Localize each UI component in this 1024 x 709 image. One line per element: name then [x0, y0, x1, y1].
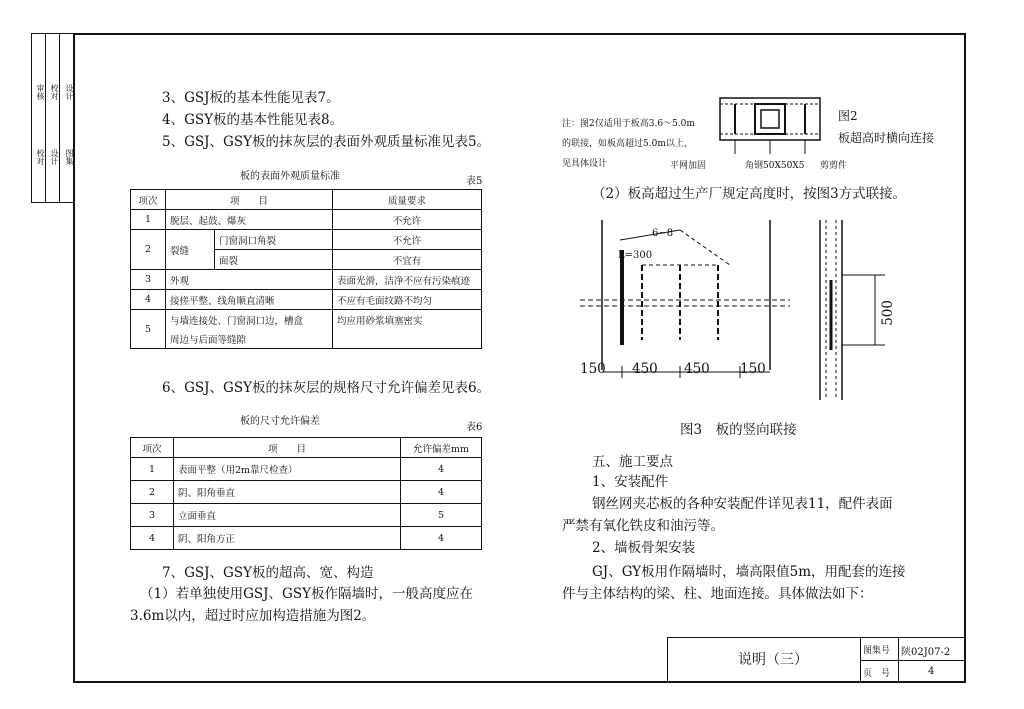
binder-text: 校对: [36, 149, 45, 165]
table-cell: 不允许: [333, 210, 482, 230]
fig2-label: 角钢50X50X5: [745, 161, 805, 171]
page-number: 4: [928, 666, 935, 677]
table-header: 允许偏差mm: [401, 438, 482, 458]
table-cell: 接搓平整、线角顺直清晰: [166, 290, 333, 310]
table-cell: 不应有毛面纹路不均匀: [333, 290, 482, 310]
fig2-label: 平网加固: [670, 161, 707, 171]
table5-quality-standard: [130, 189, 482, 349]
fig3-dim: 450: [684, 361, 710, 377]
page-label: 页 号: [863, 669, 891, 679]
table-cell: 裂缝: [166, 230, 215, 270]
table5-number: 表5: [466, 176, 483, 187]
table-header: 质量要求: [333, 190, 482, 210]
table-cell: 外观: [166, 270, 333, 290]
table-cell: 不宜有: [333, 250, 482, 270]
fig3-dim: 150: [580, 361, 606, 377]
text-line: 严禁有氧化铁皮和油污等。: [562, 518, 724, 534]
table6-number: 表6: [466, 422, 483, 433]
table-cell: 阴、阳角垂直: [174, 481, 401, 504]
atlas-number: 陕02J07-2: [901, 647, 951, 658]
table5-title: 板的表面外观质量标准: [240, 171, 340, 182]
table-cell: 3: [131, 270, 166, 290]
table-cell: 1: [131, 210, 166, 230]
subsection-heading: 2、墙板骨架安装: [592, 540, 696, 556]
binder-text: 图集: [65, 149, 74, 165]
table-header: 项次: [131, 190, 166, 210]
fig3-dim-label: 6~8: [652, 228, 674, 239]
table-cell: [333, 329, 482, 349]
table-cell: 均应用砂浆填塞密实: [333, 310, 482, 330]
fig3-dim: 150: [740, 361, 766, 377]
fig2-note: 注：图2仅适用于板高3.6～5.0m: [562, 119, 695, 129]
table-cell: 4: [131, 527, 174, 550]
figure3-drawing: [580, 220, 900, 410]
text-line: 钢丝网夹芯板的各种安装配件详见表11，配件表面: [592, 496, 893, 512]
table-cell: 4: [401, 527, 482, 550]
table-cell: 不允许: [333, 230, 482, 250]
binder-text: 审核: [36, 84, 45, 100]
table-cell: 与墙连接处、门窗洞口边，槽盒: [166, 310, 333, 330]
text-line: 3.6m以内，超过时应加构造措施为图2。: [130, 608, 376, 624]
table6-title: 板的尺寸允许偏差: [240, 416, 320, 427]
table-cell: 1: [131, 458, 174, 481]
table-cell: 5: [131, 310, 166, 349]
text-line: 3、GSJ板的基本性能见表7。: [162, 90, 340, 106]
title-block: [667, 637, 966, 683]
atlas-label: 图集号: [863, 646, 891, 656]
table-cell: 4: [131, 290, 166, 310]
fig3-vertical-dim: 500: [880, 300, 896, 326]
binder-column-3: [60, 34, 74, 202]
table-cell: 立面垂直: [174, 504, 401, 527]
text-line: （2）板高超过生产厂规定高度时，按图3方式联接。: [592, 186, 907, 202]
table-cell: 3: [131, 504, 174, 527]
table-header: 项 目: [174, 438, 401, 458]
fig2-caption: 板超高时横向连接: [838, 131, 935, 145]
table-cell: 表面光滑，洁净不应有污染痕迹: [333, 270, 482, 290]
table6-tolerance: [130, 437, 482, 550]
table-cell: 脱层、起鼓、爆灰: [166, 210, 333, 230]
fig2-note: 见具体设计: [562, 159, 608, 169]
binder-column-1: [32, 34, 46, 202]
table-cell: 表面平整（用2m靠尺检查）: [174, 458, 401, 481]
subsection-heading: 1、安装配件: [592, 474, 669, 490]
table-header: 项 目: [166, 190, 333, 210]
binder-text: 设计: [50, 149, 59, 165]
text-line: GJ、GY板用作隔墙时，墙高限值5m，用配套的连接: [592, 564, 906, 580]
table-cell: 4: [401, 458, 482, 481]
fig3-caption: 图3 板的竖向联接: [680, 422, 797, 438]
binder-text: 校对: [50, 84, 59, 100]
table-cell: 2: [131, 230, 166, 270]
text-line: 4、GSY板的基本性能见表8。: [162, 112, 344, 128]
table-cell: 阴、阳角方正: [174, 527, 401, 550]
figure2-drawing: [715, 90, 825, 160]
table-cell: 面裂: [215, 250, 333, 270]
binder-column-2: [46, 34, 60, 202]
fig3-dim-label: L=300: [618, 250, 653, 261]
text-line: 件与主体结构的梁、柱、地面连接。具体做法如下：: [562, 586, 873, 602]
table-cell: 5: [401, 504, 482, 527]
binding-margin-block: [31, 33, 73, 203]
fig2-label: 剪剪件: [820, 161, 848, 171]
sheet-title: 说明（三）: [738, 652, 808, 668]
table-cell: 2: [131, 481, 174, 504]
text-line: （1）若单独使用GSJ、GSY板作隔墙时，一般高度应在: [140, 586, 473, 602]
text-line: 7、GSJ、GSY板的超高、宽、构造: [162, 565, 374, 581]
fig3-dim: 450: [632, 361, 658, 377]
section-heading: 五、施工要点: [592, 454, 673, 470]
fig2-note: 的联接，如板高超过5.0m以上，: [562, 139, 693, 149]
table-cell: 4: [401, 481, 482, 504]
fig2-title: 图2: [838, 109, 858, 123]
table-cell: 门窗洞口角裂: [215, 230, 333, 250]
text-line: 6、GSJ、GSY板的抹灰层的规格尺寸允许偏差见表6。: [162, 380, 491, 396]
table-cell: 周边与后面等缝隙: [166, 329, 333, 349]
binder-text: 设计: [65, 84, 74, 100]
divider: [860, 660, 966, 661]
table-header: 项次: [131, 438, 174, 458]
text-line: 5、GSJ、GSY板的抹灰层的表面外观质量标准见表5。: [162, 134, 491, 150]
